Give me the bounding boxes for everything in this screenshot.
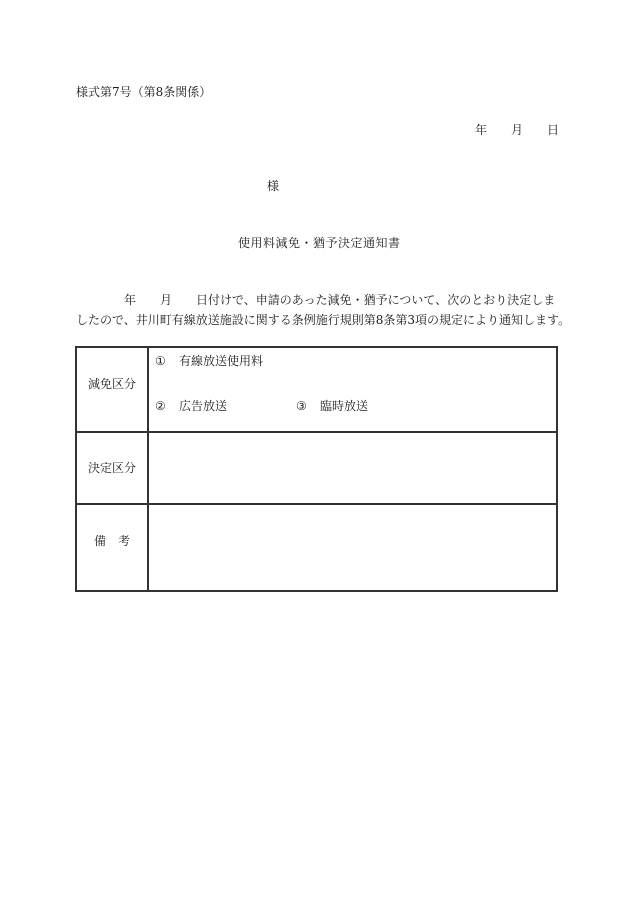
addressee-suffix: 様	[267, 179, 280, 193]
date-month: 月	[511, 123, 524, 137]
decision-type-label: 決定区分	[87, 461, 136, 475]
option-3	[296, 400, 368, 412]
body-line-1	[124, 294, 555, 306]
date-day: 日	[547, 123, 560, 137]
table-row-remarks	[77, 505, 556, 590]
date-year: 年	[475, 123, 488, 137]
date-field	[475, 124, 559, 136]
body-text-1: 日付けで、申請のあった減免・猶予について、次のとおり決定しま	[196, 293, 556, 307]
table-row-decision-type	[77, 433, 556, 505]
option-1	[155, 355, 263, 367]
remarks-value	[149, 505, 556, 590]
document-title: 使用料減免・猶予決定通知書	[238, 236, 401, 250]
body-year: 年	[124, 293, 137, 307]
table-row-exemption-type	[77, 348, 556, 433]
decision-type-value	[149, 433, 556, 503]
option-2	[155, 400, 227, 412]
label-cell	[77, 348, 149, 431]
option-1-text: 有線放送使用料	[179, 354, 264, 368]
notice-table	[75, 346, 558, 592]
body-text-2: したので、井川町有線放送施設に関する条例施行規則第8条第3項の規定により通知します。	[76, 313, 571, 327]
label-cell	[77, 433, 149, 503]
option-2-number: ②	[155, 399, 166, 413]
form-number: 様式第7号（第8条関係）	[76, 85, 212, 99]
option-3-text: 臨時放送	[320, 399, 369, 413]
body-month: 月	[160, 293, 173, 307]
label-cell	[77, 505, 149, 590]
remarks-label: 備 考	[93, 534, 130, 548]
option-1-number: ①	[155, 354, 166, 368]
option-2-text: 広告放送	[179, 399, 228, 413]
option-3-number: ③	[296, 399, 307, 413]
exemption-type-label: 減免区分	[87, 377, 136, 391]
exemption-type-options	[149, 348, 556, 431]
